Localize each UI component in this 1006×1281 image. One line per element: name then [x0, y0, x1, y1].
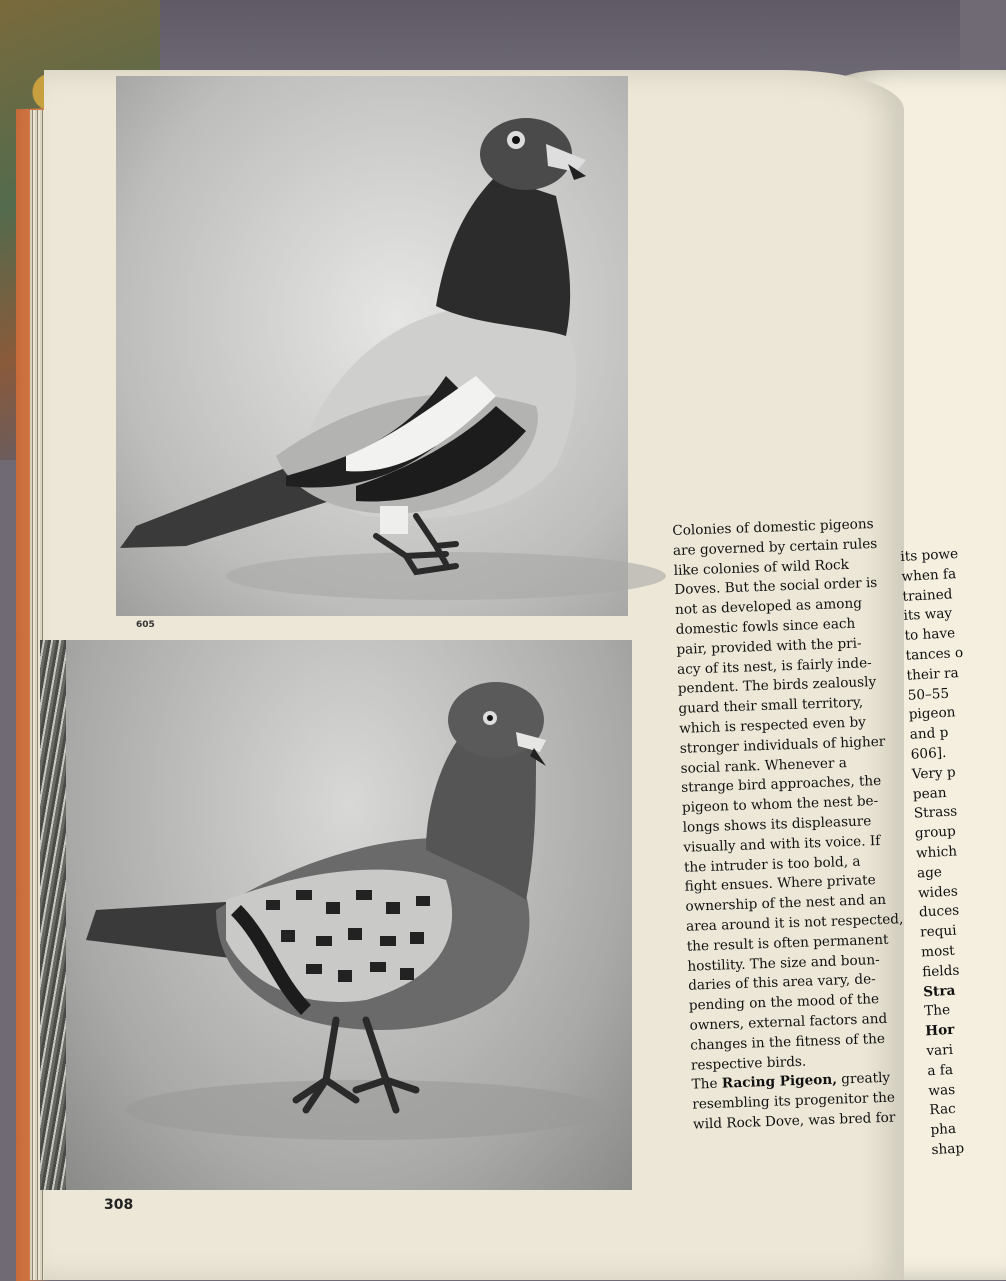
right-page-line: duces	[918, 902, 960, 921]
text-line: pending on the mood of the	[688, 991, 880, 1014]
text-line: owners, external factors and	[689, 1010, 888, 1034]
right-page-line: pha	[930, 1120, 957, 1139]
text-line: pendent. The birds zealously	[677, 674, 877, 698]
racing-rest: greatly	[836, 1070, 891, 1088]
right-page-line: Hor	[924, 1021, 955, 1040]
right-page-line: and p	[909, 724, 949, 743]
right-page-line: trained	[902, 585, 953, 605]
text-line: pigeon to whom the nest be-	[681, 793, 879, 816]
right-page-line: a fa	[926, 1061, 954, 1079]
text-line: domestic fowls since each	[675, 615, 856, 638]
text-line: acy of its nest, is fairly inde-	[676, 654, 872, 678]
figure-number-605: 605	[136, 620, 155, 630]
text-line: daries of this area vary, de-	[687, 971, 876, 995]
text-line: respective birds.	[690, 1053, 807, 1074]
text-line: Colonies of domestic pigeons	[672, 515, 874, 539]
text-line: hostility. The size and boun-	[687, 951, 880, 975]
right-page-line: 606].	[910, 744, 947, 763]
text-line: fight ensues. Where private	[684, 872, 876, 896]
right-page-line: to have	[904, 625, 956, 645]
right-page-line: age	[916, 864, 943, 882]
racing-lead: The	[691, 1075, 723, 1093]
text-line: which is respected even by	[678, 714, 867, 737]
text-line: area around it is not respected,	[685, 911, 904, 935]
text-line: the result is often permanent	[686, 931, 889, 955]
text-line: strange bird approaches, the	[681, 773, 882, 797]
pigeon-photo-top	[116, 76, 628, 616]
main-text-column	[672, 515, 904, 1135]
right-page-line: shap	[931, 1140, 965, 1159]
right-page-line: 50–55	[907, 685, 950, 704]
right-page-line: Very p	[911, 764, 957, 783]
text-line: the intruder is too bold, a	[683, 853, 861, 876]
text-line: like colonies of wild Rock	[673, 556, 850, 579]
text-line: guard their small territory,	[678, 694, 864, 718]
text-line: resembling its progenitor the	[692, 1089, 896, 1113]
right-page-line: The	[923, 1002, 951, 1020]
right-page-line: its powe	[900, 545, 959, 565]
right-page-line: was	[928, 1081, 956, 1099]
text-line: ownership of the nest and an	[685, 891, 887, 915]
text-line: not as developed as among	[674, 595, 863, 619]
right-page-line: fields	[921, 962, 960, 981]
right-page-line: which	[915, 843, 958, 862]
right-page-line: group	[914, 823, 957, 842]
right-page-line: Rac	[929, 1101, 957, 1119]
right-page-line: tances o	[905, 644, 964, 664]
text-line: visually and with its voice. If	[683, 832, 881, 856]
text-line: longs shows its displeasure	[682, 813, 872, 836]
right-page-line: pigeon	[908, 704, 956, 724]
right-page-line: pean	[912, 784, 947, 803]
right-page-line: Stra	[922, 982, 956, 1000]
right-page-line: Strass	[913, 803, 958, 822]
right-page-line: its way	[903, 605, 953, 625]
right-page-line: vari	[925, 1041, 954, 1060]
text-line: changes in the fitness of the	[689, 1030, 886, 1054]
right-page-line: most	[920, 942, 956, 961]
right-page-line: requi	[919, 922, 957, 941]
page-number: 308	[104, 1197, 134, 1213]
text-line: Doves. But the social order is	[674, 575, 878, 599]
racing-pigeon-term: Racing Pigeon,	[721, 1071, 838, 1092]
pigeon-illustration-top	[116, 76, 628, 616]
right-page-line: when fa	[901, 565, 957, 585]
pigeon-photo-bottom	[66, 640, 632, 1190]
text-line: stronger individuals of higher	[679, 733, 886, 757]
text-line: pair, provided with the pri-	[676, 635, 862, 658]
text-line: social rank. Whenever a	[680, 754, 848, 777]
pigeon-illustration-bottom	[66, 640, 632, 1190]
text-line: are governed by certain rules	[672, 535, 878, 559]
right-page-line: wides	[917, 883, 959, 902]
right-page-line: their ra	[906, 664, 960, 684]
text-line: wild Rock Dove, was bred for	[692, 1109, 896, 1133]
